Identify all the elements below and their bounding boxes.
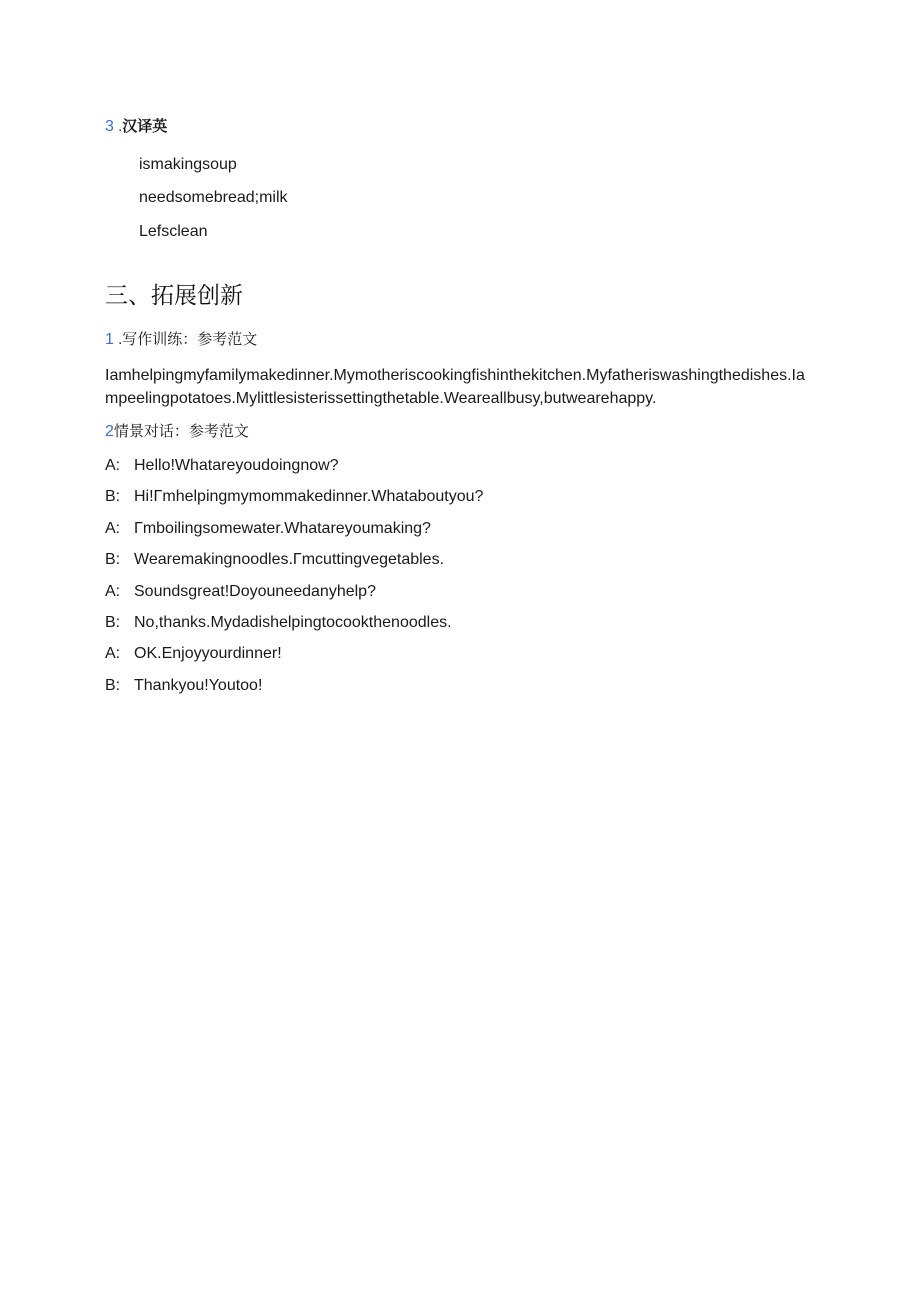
- dialogue-text: No,thanks.Mydadishelpingtocookthenoodles.: [134, 614, 452, 631]
- dialogue-heading: [105, 422, 249, 442]
- question-3-heading: [105, 117, 167, 137]
- dialogue-speaker: B:: [105, 614, 121, 631]
- answer-line-3: Lefsclean: [139, 223, 208, 240]
- dialogue-speaker: A:: [105, 645, 121, 662]
- dialogue-speaker: A:: [105, 457, 121, 474]
- question-3-dot: .: [113, 118, 123, 135]
- dialogue-line: [105, 644, 282, 664]
- dialogue-speaker: B:: [105, 551, 121, 568]
- answer-line-2: needsomebread;milk: [139, 189, 288, 206]
- dialogue-speaker: B:: [105, 488, 121, 505]
- question-3-number: 3: [105, 118, 114, 135]
- dialogue-text: Wearemakingnoodles.Γmcuttingvegetables.: [134, 551, 445, 568]
- sample-essay: Iamhelpingmyfamilymakedinner.Mymotheriscookingfishinthekitchen.Myfatheriswashingthedishes.Iampeelingpotatoes.Mylittlesisterissettingthetable.Weareallbusy,butwearehappy.: [105, 367, 805, 407]
- writing-number: 1: [105, 331, 114, 348]
- dialogue-line: [105, 550, 444, 570]
- dialogue-line: [105, 676, 262, 696]
- dialogue-text: Thankyou!Youtoo!: [134, 677, 263, 694]
- writing-label: .写作训练：参考范文: [113, 331, 258, 348]
- dialogue-speaker: B:: [105, 677, 121, 694]
- dialogue-text: OK.Enjoyyourdinner!: [134, 645, 282, 662]
- dialogue-line: [105, 519, 431, 539]
- dialogue-text: Hello!Whatareyoudoingnow?: [134, 457, 339, 474]
- dialogue-text: Γmboilingsomewater.Whatareyoumaking?: [134, 520, 431, 537]
- dialogue-line: [105, 456, 339, 476]
- dialogue-label: 情景对话：参考范文: [113, 423, 249, 440]
- section-title: 三、拓展创新: [105, 282, 243, 308]
- dialogue-line: [105, 613, 452, 633]
- question-3-title: 汉译英: [122, 118, 168, 135]
- dialogue-speaker: A:: [105, 520, 121, 537]
- dialogue-number: 2: [105, 423, 114, 440]
- answer-line-1: ismakingsoup: [139, 156, 237, 173]
- dialogue-text: Hi!Γmhelpingmymommakedinner.Whataboutyou?: [134, 488, 484, 505]
- dialogue-line: [105, 487, 483, 507]
- writing-heading: [105, 330, 257, 350]
- dialogue-line: [105, 582, 376, 602]
- dialogue-text: Soundsgreat!Doyouneedanyhelp?: [134, 583, 376, 600]
- dialogue-speaker: A:: [105, 583, 121, 600]
